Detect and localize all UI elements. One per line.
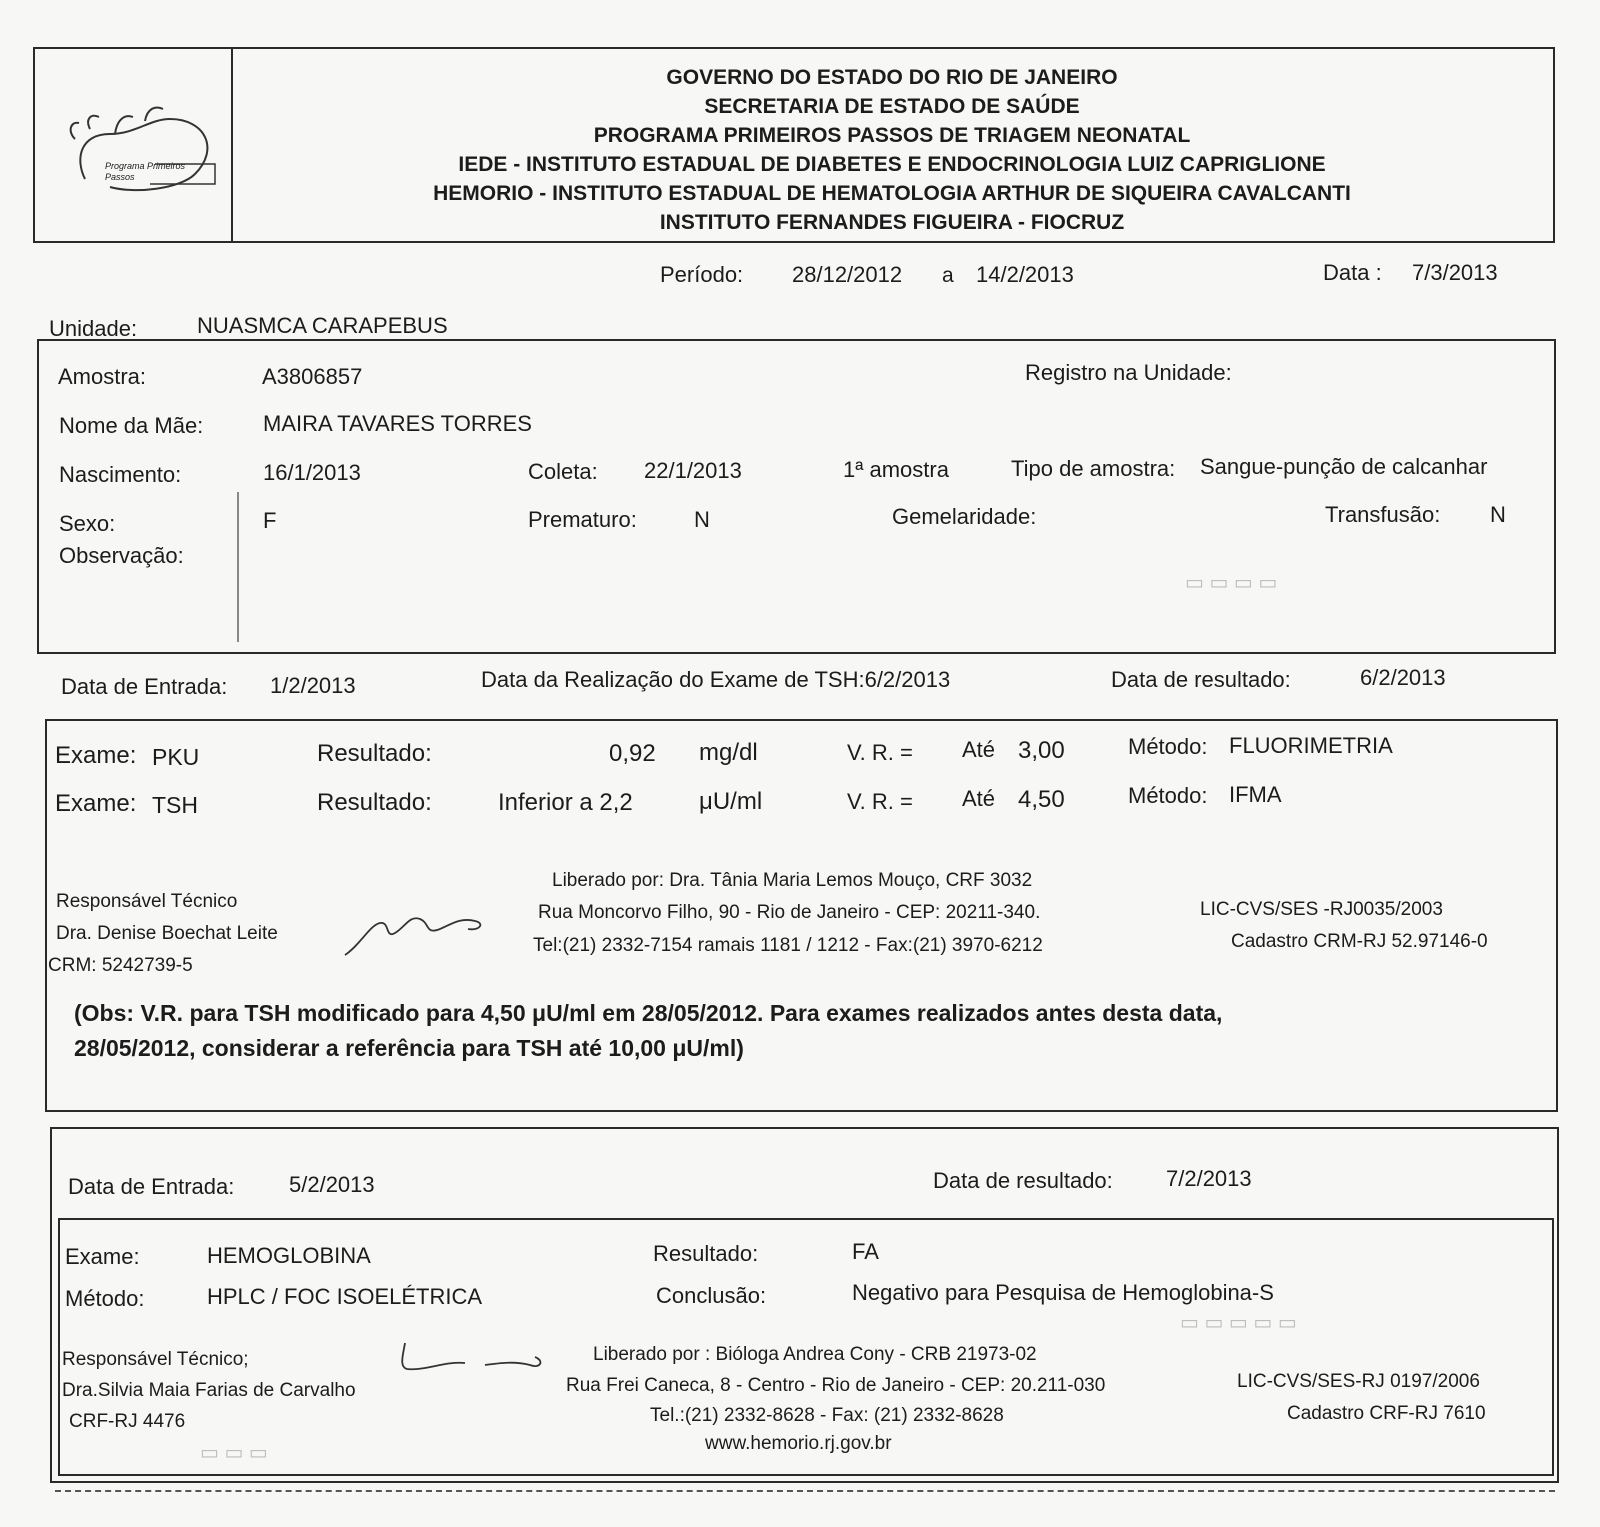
hemo-result: FA: [852, 1239, 879, 1264]
sexo-value: F: [263, 508, 277, 533]
signature-2-icon: [385, 1335, 555, 1385]
exam-tsh-method: IFMA: [1229, 782, 1282, 807]
hemo-method-label: Método:: [65, 1286, 145, 1311]
show-through-mark: ▭ ▭ ▭ ▭: [1185, 572, 1278, 594]
resultado1-value: 6/2/2013: [1360, 665, 1446, 690]
entrada1-label: Data de Entrada:: [61, 674, 228, 699]
nascimento-label: Nascimento:: [59, 462, 182, 487]
lab1-license: LIC-CVS/SES -RJ0035/2003: [1200, 899, 1443, 920]
resultado1-label: Data de resultado:: [1111, 667, 1291, 692]
prematuro-value: N: [694, 507, 710, 532]
hemo-exame: HEMOGLOBINA: [207, 1243, 371, 1268]
lab1-cadastro: Cadastro CRM-RJ 52.97146-0: [1231, 931, 1488, 952]
unit-label: Unidade:: [49, 316, 138, 341]
exam-tsh-value: Inferior a 2,2: [498, 789, 633, 816]
exam-tsh-unit: μU/ml: [699, 788, 763, 815]
registro-label: Registro na Unidade:: [1025, 360, 1232, 385]
lab1-resp-title: Responsável Técnico: [56, 891, 238, 912]
observacao-label: Observação:: [59, 543, 184, 568]
period-label: Período:: [660, 262, 744, 287]
header-box: [33, 47, 1555, 243]
exam-tsh-vr-label: V. R. =: [847, 789, 913, 814]
coleta-label: Coleta:: [528, 459, 598, 484]
header-line-5: HEMORIO - INSTITUTO ESTADUAL DE HEMATOLOGIA ARTHUR DE SIQUEIRA CAVALCANTI: [433, 182, 1351, 205]
exam-tsh-name: TSH: [152, 792, 198, 818]
entrada2-value: 5/2/2013: [289, 1172, 375, 1197]
transfusao-label: Transfusão:: [1325, 502, 1441, 527]
footprint-logo-icon: [55, 89, 225, 209]
unit-value: NUASMCA CARAPEBUS: [197, 313, 448, 338]
bottom-dashed-line: [55, 1490, 1555, 1492]
header-line-1: GOVERNO DO ESTADO DO RIO DE JANEIRO: [666, 66, 1118, 89]
lab1-phone: Tel:(21) 2332-7154 ramais 1181 / 1212 - Fax:(21) 3970-6212: [533, 935, 1043, 956]
realizacao-tsh: Data da Realização do Exame de TSH:6/2/2013: [481, 667, 951, 692]
exam-pku-result-label: Resultado:: [317, 740, 432, 767]
exam-pku-method-label: Método:: [1128, 734, 1208, 759]
show-through-mark: ▭ ▭ ▭: [200, 1442, 268, 1464]
hemo-result-label: Resultado:: [653, 1241, 759, 1266]
amostra-number: 1ª amostra: [843, 457, 949, 482]
exam-pku-vr: 3,00: [1018, 737, 1065, 764]
lab2-license: LIC-CVS/SES-RJ 0197/2006: [1237, 1371, 1480, 1392]
logo-text: Programa Primeiros Passos: [105, 161, 186, 182]
exam-pku-method: FLUORIMETRIA: [1229, 733, 1393, 758]
header-line-4: IEDE - INSTITUTO ESTADUAL DE DIABETES E ENDOCRINOLOGIA LUIZ CAPRIGLIONE: [458, 153, 1326, 176]
exam-pku-vr-label: V. R. =: [847, 740, 913, 765]
entrada1-value: 1/2/2013: [270, 673, 356, 698]
lab2-resp-crf: CRF-RJ 4476: [69, 1411, 186, 1432]
lab2-liberado: Liberado por : Bióloga Andrea Cony - CRB 21973-02: [593, 1344, 1037, 1365]
amostra-label: Amostra:: [58, 364, 147, 389]
exam-pku-unit: mg/dl: [699, 739, 758, 766]
prematuro-label: Prematuro:: [528, 507, 637, 532]
lab1-resp-name: Dra. Denise Boechat Leite: [56, 923, 278, 944]
exam-tsh-vr: 4,50: [1018, 786, 1065, 813]
obs-line-2: 28/05/2012, considerar a referência para TSH até 10,00 μU/ml): [74, 1035, 744, 1061]
gemelaridade-label: Gemelaridade:: [892, 504, 1037, 529]
print-date-label: Data :: [1323, 260, 1382, 285]
period-end: 14/2/2013: [976, 262, 1074, 287]
lab1-address: Rua Moncorvo Filho, 90 - Rio de Janeiro - CEP: 20211-340.: [538, 902, 1041, 923]
sexo-label: Sexo:: [59, 511, 116, 536]
exam-tsh-result-label: Resultado:: [317, 789, 432, 816]
logo-cell: [35, 49, 233, 241]
mae-label: Nome da Mãe:: [59, 413, 204, 438]
resultado2-label: Data de resultado:: [933, 1168, 1113, 1193]
exam-pku-ate: Até: [962, 737, 996, 762]
hemo-exame-label: Exame:: [65, 1244, 140, 1269]
tipo-label: Tipo de amostra:: [1011, 456, 1176, 481]
tipo-value: Sangue-punção de calcanhar: [1200, 454, 1488, 479]
exam-pku-label: Exame:: [55, 742, 137, 769]
header-line-3: PROGRAMA PRIMEIROS PASSOS DE TRIAGEM NEONATAL: [593, 124, 1191, 147]
nascimento-value: 16/1/2013: [263, 460, 361, 485]
transfusao-value: N: [1490, 502, 1506, 527]
lab2-resp-title: Responsável Técnico;: [62, 1349, 249, 1370]
obs-line-1: (Obs: V.R. para TSH modificado para 4,50 μU/ml em 28/05/2012. Para exames realizados antes desta data,: [74, 1000, 1223, 1026]
print-date: 7/3/2013: [1412, 260, 1498, 285]
amostra-value: A3806857: [262, 364, 363, 389]
header-lines: [231, 63, 1553, 237]
patient-divider: [237, 492, 239, 642]
lab1-resp-crm: CRM: 5242739-5: [48, 955, 193, 976]
header-line-6: INSTITUTO FERNANDES FIGUEIRA - FIOCRUZ: [659, 211, 1125, 234]
signature-1-icon: [340, 905, 490, 965]
exam-tsh-method-label: Método:: [1128, 783, 1208, 808]
lab1-liberado: Liberado por: Dra. Tânia Maria Lemos Mouço, CRF 3032: [552, 870, 1033, 891]
entrada2-label: Data de Entrada:: [68, 1174, 235, 1199]
header-line-2: SECRETARIA DE ESTADO DE SAÚDE: [704, 95, 1080, 118]
period-sep: a: [942, 264, 954, 287]
lab2-website: www.hemorio.rj.gov.br: [705, 1433, 892, 1454]
show-through-mark: ▭ ▭ ▭ ▭ ▭: [1180, 1312, 1297, 1334]
exam-pku-value: 0,92: [609, 740, 656, 767]
lab2-cadastro: Cadastro CRF-RJ 7610: [1287, 1403, 1486, 1424]
mae-value: MAIRA TAVARES TORRES: [263, 411, 532, 436]
hemo-conclusion-label: Conclusão:: [656, 1283, 767, 1308]
coleta-value: 22/1/2013: [644, 458, 742, 483]
exam-tsh-ate: Até: [962, 786, 996, 811]
exam-pku-name: PKU: [152, 744, 200, 770]
resultado2-value: 7/2/2013: [1166, 1166, 1252, 1191]
hemo-method: HPLC / FOC ISOELÉTRICA: [207, 1284, 483, 1309]
lab2-phone: Tel.:(21) 2332-8628 - Fax: (21) 2332-8628: [650, 1405, 1004, 1426]
exam-tsh-label: Exame:: [55, 790, 137, 817]
hemo-conclusion: Negativo para Pesquisa de Hemoglobina-S: [852, 1280, 1274, 1305]
lab2-address: Rua Frei Caneca, 8 - Centro - Rio de Janeiro - CEP: 20.211-030: [566, 1375, 1106, 1396]
lab2-resp-name: Dra.Silvia Maia Farias de Carvalho: [62, 1380, 356, 1401]
period-start: 28/12/2012: [792, 262, 903, 287]
